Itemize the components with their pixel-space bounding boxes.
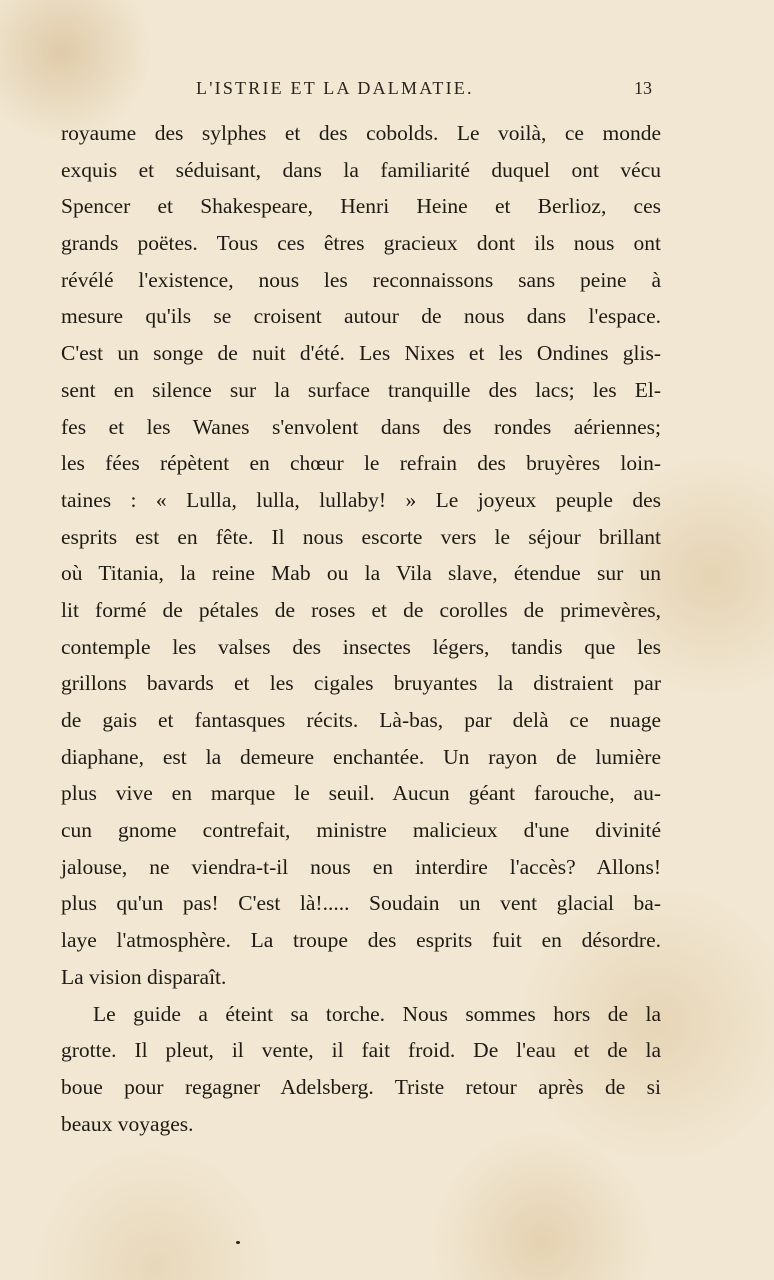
text-line: royaume des sylphes et des cobolds. Le voilà, ce monde (61, 121, 661, 145)
text-line: les fées répètent en chœur le refrain des bruyères loin- (61, 451, 661, 476)
text-line: de gais et fantasques récits. Là-bas, par delà ce nuage (61, 708, 661, 732)
paragraph-start-line: Le guide a éteint sa torche. Nous sommes hors de la (93, 1001, 661, 1026)
text-line: mesure qu'ils se croisent autour de nous dans l'espace. (61, 304, 661, 329)
text-line: contemple les valses des insectes légers, tandis que les (61, 634, 661, 659)
text-line: cun gnome contrefait, ministre malicieux d'une divinité (61, 818, 661, 843)
text-line: fes et les Wanes s'envolent dans des rondes aériennes; (61, 414, 661, 439)
text-line: jalouse, ne viendra-t-il nous en interdire l'accès? Allons! (61, 854, 661, 879)
text-line: grands poëtes. Tous ces êtres gracieux dont ils nous ont (61, 231, 661, 256)
text-line: grillons bavards et les cigales bruyantes la distraient par (61, 671, 661, 696)
text-line: sent en silence sur la surface tranquille des lacs; les El- (61, 377, 661, 402)
text-line: laye l'atmosphère. La troupe des esprits fuit en désordre. (61, 928, 661, 953)
body-text (61, 115, 661, 1142)
text-line: lit formé de pétales de roses et de corolles de primevères, (61, 597, 661, 622)
text-line: esprits est en fête. Il nous escorte vers le séjour brillant (61, 524, 661, 549)
running-head (0, 76, 774, 100)
text-line: plus vive en marque le seuil. Aucun géant farouche, au- (61, 781, 661, 806)
text-line: exquis et séduisant, dans la familiarité duquel ont vécu (61, 157, 661, 182)
text-line: où Titania, la reine Mab ou la Vila slave, étendue sur un (61, 561, 661, 586)
paragraph-end-line: La vision disparaît. (61, 964, 227, 989)
text-line: C'est un songe de nuit d'été. Les Nixes et les Ondines glis- (61, 341, 661, 366)
running-title: L'ISTRIE ET LA DALMATIE. (196, 78, 474, 98)
text-line: Spencer et Shakespeare, Henri Heine et Berlioz, ces (61, 194, 661, 219)
text-line: boue pour regagner Adelsberg. Triste retour après de si (61, 1074, 661, 1099)
page-number: 13 (634, 78, 652, 98)
ink-speck (236, 1241, 240, 1244)
paragraph-end-line: beaux voyages. (61, 1111, 194, 1136)
text-line: révélé l'existence, nous les reconnaissons sans peine à (61, 267, 661, 292)
text-line: taines : « Lulla, lulla, lullaby! » Le joyeux peuple des (61, 487, 661, 512)
text-line: plus qu'un pas! C'est là!..... Soudain un vent glacial ba- (61, 891, 661, 916)
text-line: grotte. Il pleut, il vente, il fait froid. De l'eau et de la (61, 1038, 661, 1063)
text-line: diaphane, est la demeure enchantée. Un rayon de lumière (61, 744, 661, 769)
